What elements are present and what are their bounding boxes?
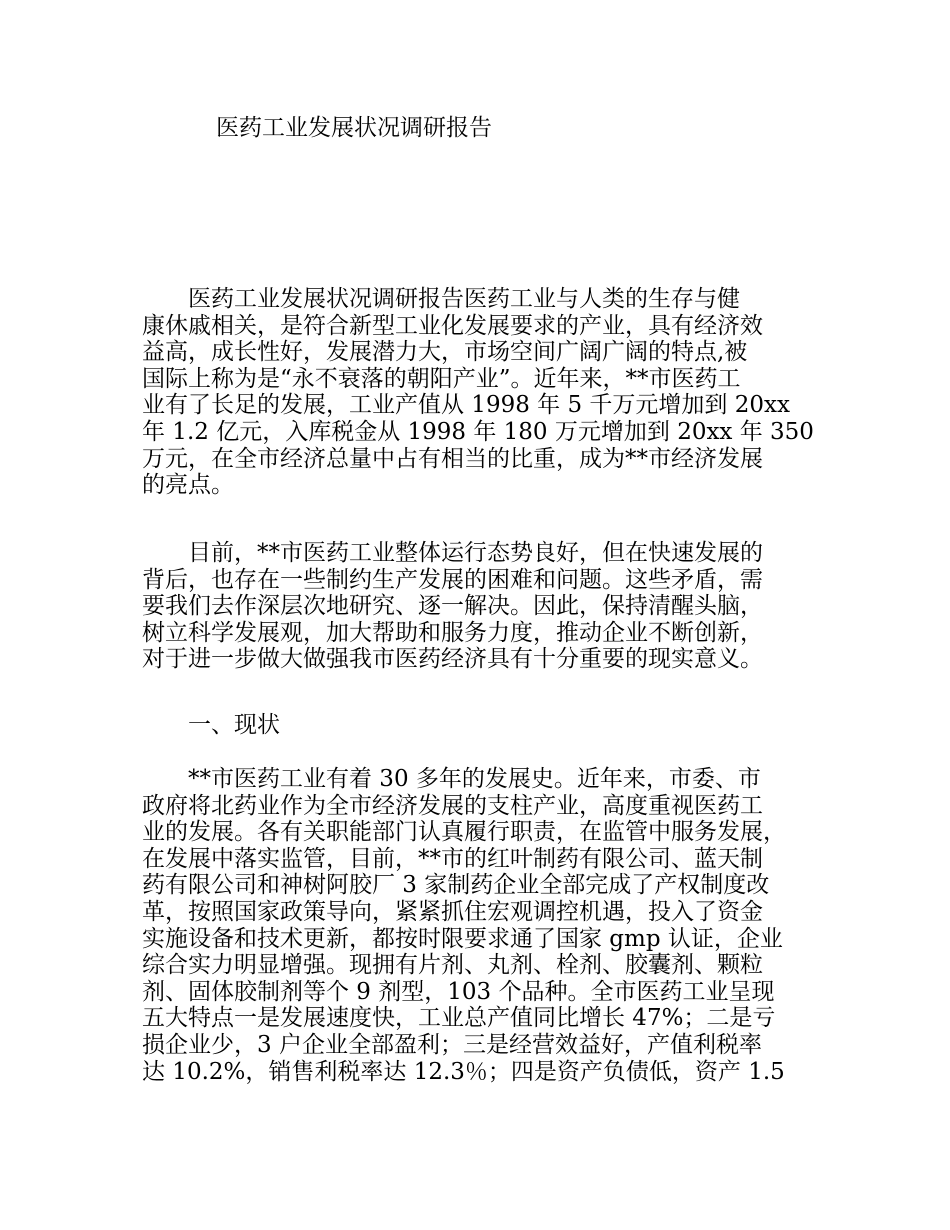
- text-line: 的亮点。: [142, 472, 234, 499]
- text-line: 实施设备和技术更新，都按时限要求通了国家 gmp 认证，企业: [142, 925, 783, 952]
- paragraph-status-details: [142, 766, 826, 1085]
- text-line: 康休戚相关，是符合新型工业化发展要求的产业，具有经济效: [142, 312, 763, 339]
- text-line: 万元，在全市经济总量中占有相当的比重，成为**市经济发展: [142, 445, 763, 472]
- text-line: 药有限公司和神树阿胶厂 3 家制药企业全部完成了产权制度改: [142, 872, 770, 899]
- text-line: 益高，成长性好，发展潜力大，市场空间广阔广阔的特点,被: [142, 339, 748, 366]
- text-line: 剂、固体胶制剂等个 9 剂型，103 个品种。全市医药工业呈现: [142, 978, 775, 1005]
- text-line: 达 10.2%，销售利税率达 12.3％；四是资产负债低，资产 1.5: [142, 1058, 785, 1085]
- text-line: 综合实力明显增强。现拥有片剂、丸剂、栓剂、胶囊剂、颗粒: [142, 952, 763, 979]
- text-line: **市医药工业有着 30 多年的发展史。近年来，市委、市: [142, 766, 761, 792]
- text-line: 目前，**市医药工业整体运行态势良好，但在快速发展的: [142, 540, 763, 566]
- text-line: 医药工业发展状况调研报告医药工业与人类的生存与健: [142, 286, 740, 312]
- paragraph-intro: [142, 286, 826, 499]
- text-line: 业的发展。各有关职能部门认真履行职责，在监管中服务发展，: [142, 819, 786, 846]
- text-line: 国际上称为是“永不衰落的朝阳产业”。近年来，**市医药工: [142, 365, 741, 392]
- text-line: 革，按照国家政策导向，紧紧抓住宏观调控机遇，投入了资金: [142, 898, 763, 925]
- text-line: 背后，也存在一些制约生产发展的困难和问题。这些矛盾，需: [142, 566, 763, 593]
- paragraph-current-situation: [142, 540, 826, 673]
- text-line: 五大特点一是发展速度快，工业总产值同比增长 47%；二是亏: [142, 1005, 776, 1032]
- section-heading: [142, 712, 826, 739]
- text-line: 对于进一步做大做强我市医药经济具有十分重要的现实意义。: [142, 646, 763, 673]
- text-line: 树立科学发展观，加大帮助和服务力度，推动企业不断创新，: [142, 619, 763, 646]
- heading-line: 一、现状: [142, 712, 280, 738]
- text-line: 业有了长足的发展，工业产值从 1998 年 5 千万元增加到 20xx: [142, 392, 790, 419]
- text-line: 政府将北药业作为全市经济发展的支柱产业，高度重视医药工: [142, 792, 763, 819]
- text-line: 要我们去作深层次地研究、逐一解决。因此，保持清醒头脑，: [142, 593, 763, 620]
- text-line: 年 1.2 亿元，入库税金从 1998 年 180 万元增加到 20xx 年 350: [142, 418, 814, 445]
- text-line: 损企业少，3 户企业全部盈利；三是经营效益好，产值利税率: [142, 1031, 762, 1058]
- text-line: 在发展中落实监管，目前，**市的红叶制药有限公司、蓝天制: [142, 845, 763, 872]
- document-title: 医药工业发展状况调研报告: [216, 115, 492, 141]
